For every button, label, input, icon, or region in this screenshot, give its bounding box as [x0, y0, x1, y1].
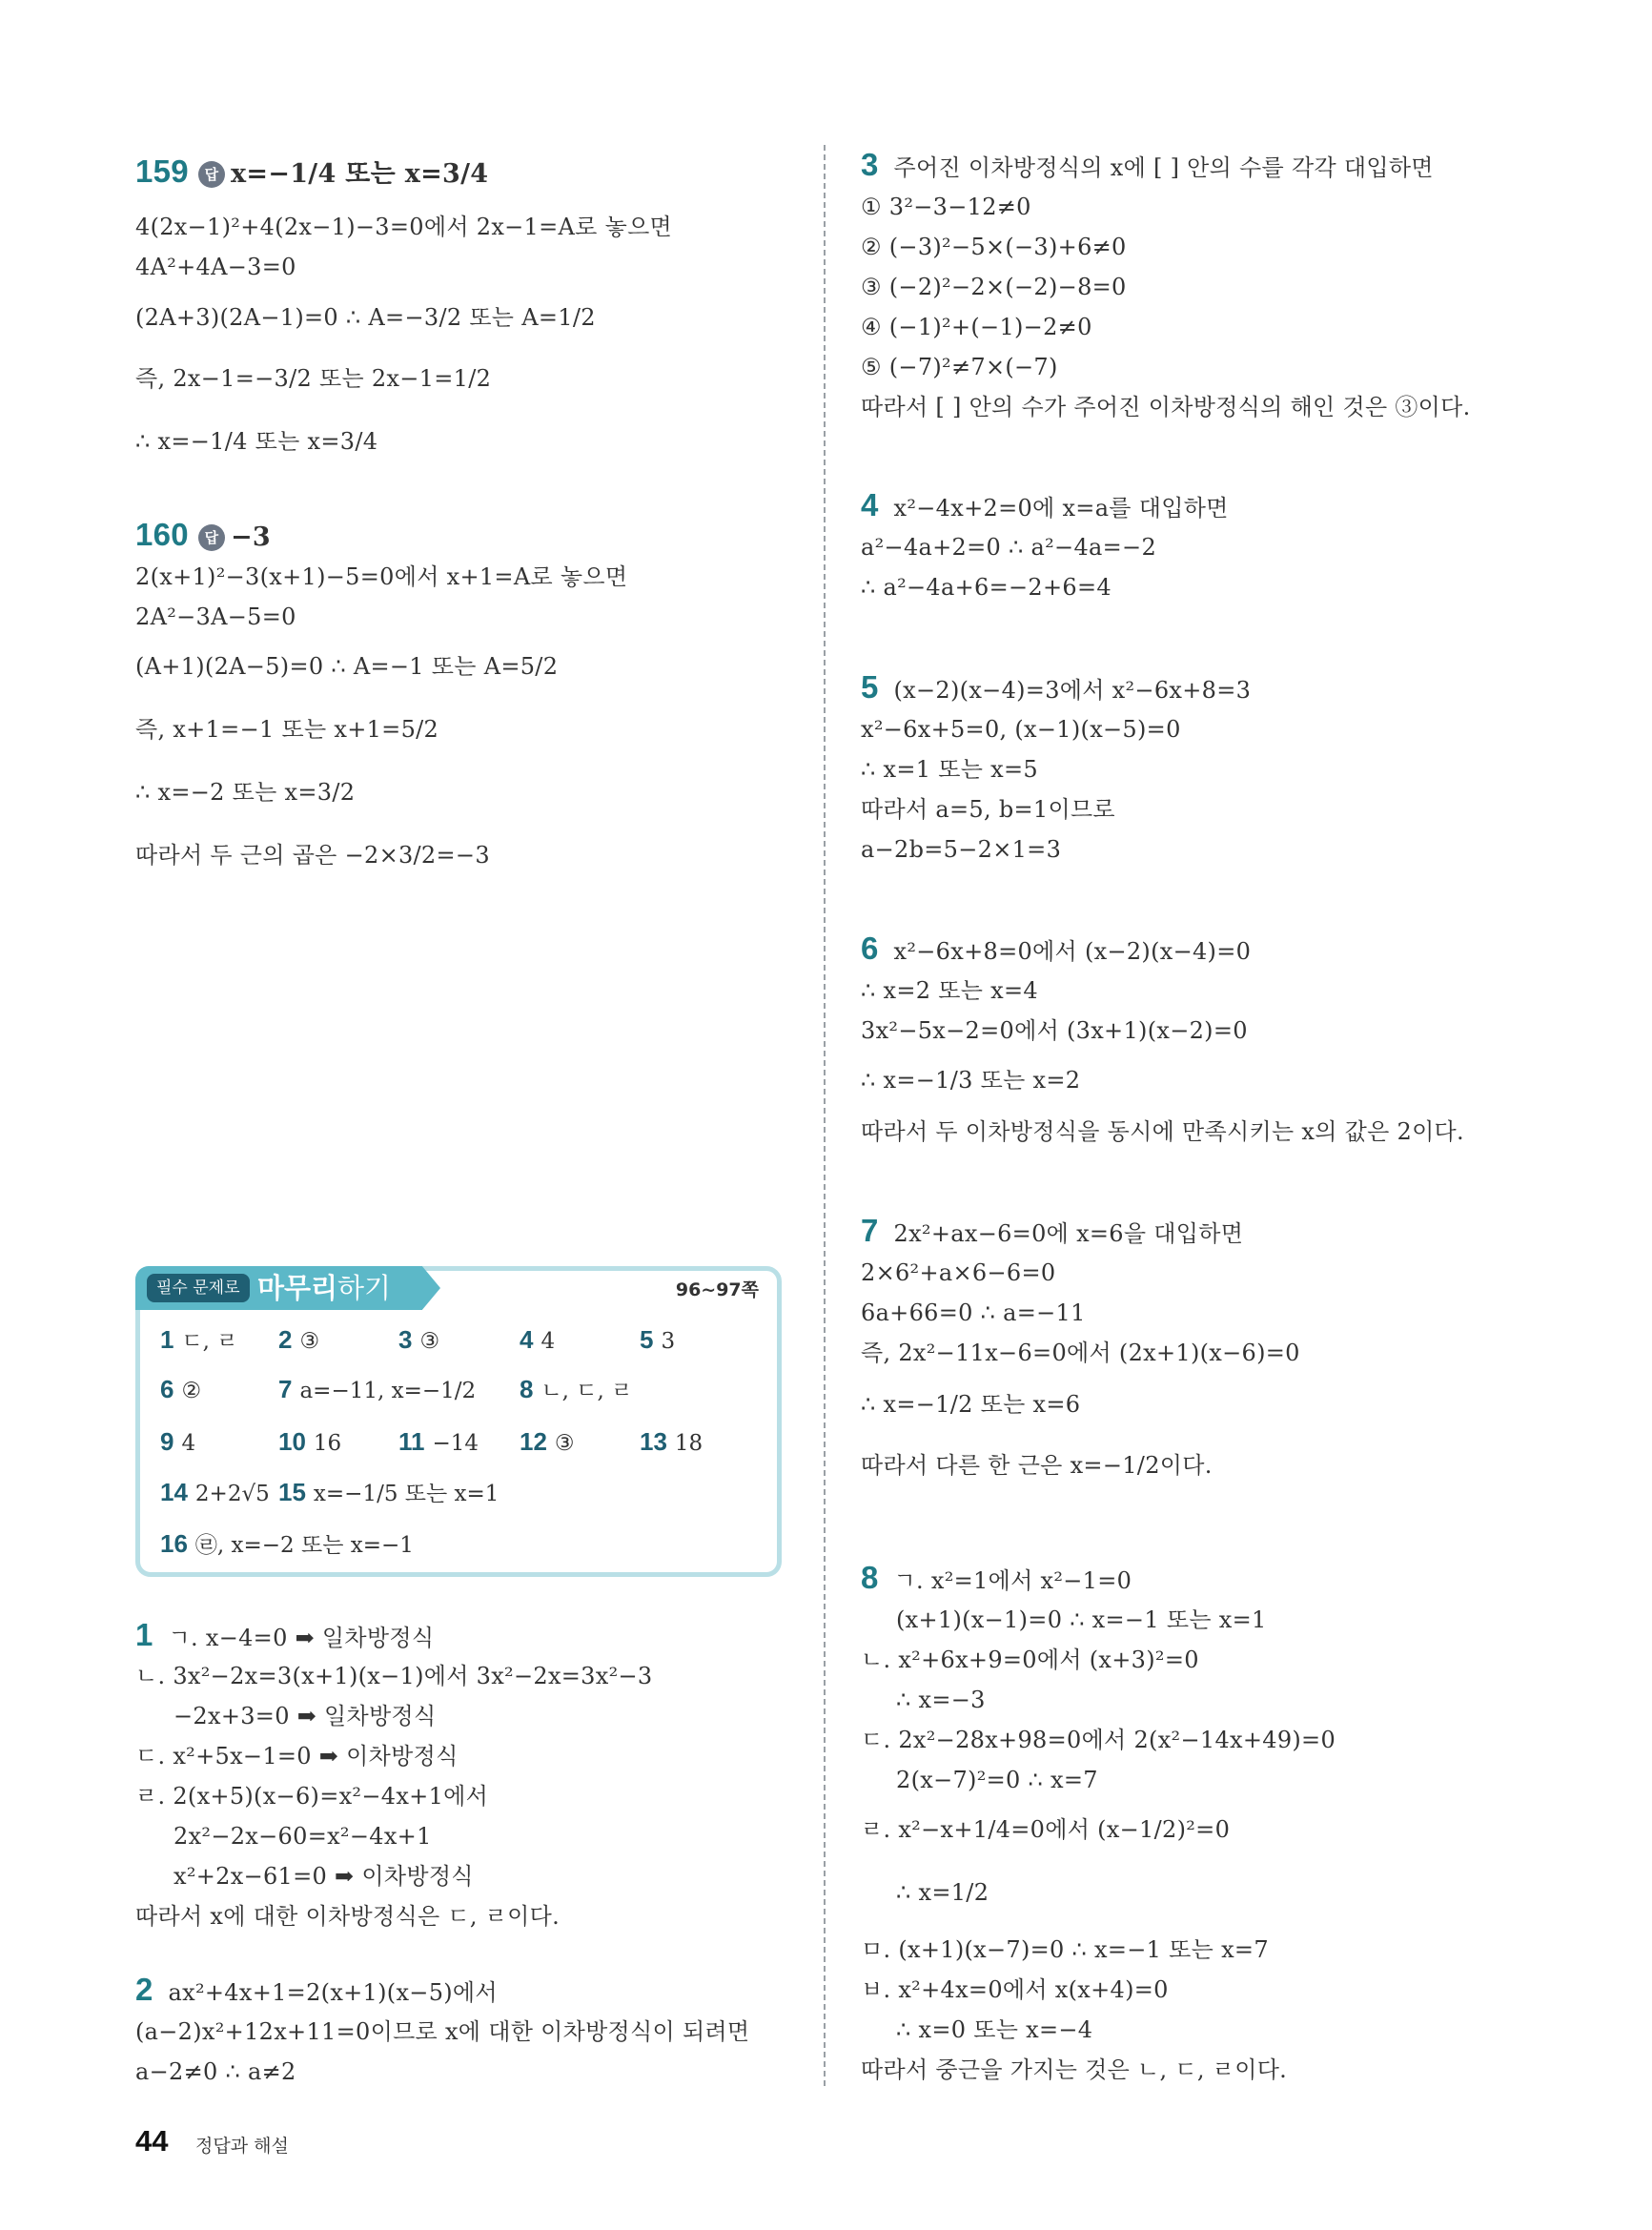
panel-title-light: 하기: [337, 1272, 392, 1304]
problem-number: 5: [861, 669, 879, 705]
solution-line: ∴ x=2 또는 x=4: [861, 977, 1038, 1004]
answer-text: −3: [230, 522, 271, 552]
solution-line: 2(x+1)²−3(x+1)−5=0에서 x+1=A로 놓으면: [135, 563, 628, 590]
solution-line: a²−4a+2=0 ∴ a²−4a=−2: [861, 534, 1157, 561]
solution-line: ③ (−2)²−2×(−2)−8=0: [861, 274, 1127, 300]
solution-line: ⑤ (−7)²≠7×(−7): [861, 354, 1058, 380]
solution-line: 6a+66=0 ∴ a=−11: [861, 1299, 1086, 1326]
problem-number: 8: [861, 1560, 879, 1595]
answer-cell: 5 3: [640, 1325, 676, 1354]
problem-number: 3: [861, 147, 879, 182]
solution-line: ㅁ. (x+1)(x−7)=0 ∴ x=−1 또는 x=7: [861, 1936, 1269, 1963]
solution-line: 따라서 x에 대한 이차방정식은 ㄷ, ㄹ이다.: [135, 1903, 561, 1930]
problem-159-header: [135, 153, 489, 189]
solution-line: 따라서 두 근의 곱은 −2×3/2=−3: [135, 842, 490, 869]
column-divider: [824, 145, 826, 2086]
solution-line: 4A²+4A−3=0: [135, 254, 296, 280]
problem-160-header: [135, 517, 271, 552]
solution-line: x²+2x−61=0 ➡ 이차방정식: [173, 1863, 474, 1890]
answer-cell: 3 ③: [398, 1325, 440, 1354]
solution-line: ∴ x=−2 또는 x=3/2: [135, 779, 356, 806]
problem-number: 159: [135, 153, 189, 189]
answer-text: x=−1/4 또는 x=3/4: [230, 159, 489, 189]
answer-badge: 답: [198, 524, 225, 551]
answer-cell: 15 x=−1/5 또는 x=1: [278, 1478, 500, 1506]
solution-line: ㄷ. x²+5x−1=0 ➡ 이차방정식: [135, 1743, 459, 1770]
solution-line: ① 3²−3−12≠0: [861, 194, 1031, 220]
solution-line: 2×6²+a×6−6=0: [861, 1259, 1056, 1286]
solution-line: ㄹ. x²−x+1/4=0에서 (x−1/2)²=0: [861, 1816, 1231, 1843]
solution-line: ② (−3)²−5×(−3)+6≠0: [861, 234, 1127, 260]
solution-line: 즉, 2x²−11x−6=0에서 (2x+1)(x−6)=0: [861, 1340, 1300, 1366]
solution-line: ∴ x=0 또는 x=−4: [896, 2016, 1093, 2043]
problem-4-line: 4 x²−4x+2=0에 x=a를 대입하면: [861, 487, 1229, 522]
answer-badge: 답: [198, 161, 225, 188]
solution-line: 2x²−2x−60=x²−4x+1: [173, 1823, 432, 1850]
solution-line: ∴ x=−1/4 또는 x=3/4: [135, 428, 378, 455]
problem-number: 7: [861, 1213, 879, 1248]
solution-line: 따라서 [ ] 안의 수가 주어진 이차방정식의 해인 것은 ③이다.: [861, 394, 1471, 420]
problem-3-line: 3 주어진 이차방정식의 x에 [ ] 안의 수를 각각 대입하면: [861, 147, 1434, 182]
solution-line: 2A²−3A−5=0: [135, 604, 296, 630]
problem-7-line: 7 2x²+ax−6=0에 x=6을 대입하면: [861, 1213, 1244, 1248]
answer-cell: 8 ㄴ, ㄷ, ㄹ: [520, 1375, 633, 1403]
solution-line: ㄴ. x²+6x+9=0에서 (x+3)²=0: [861, 1647, 1199, 1673]
solution-line: 즉, x+1=−1 또는 x+1=5/2: [135, 716, 439, 743]
solution-line: ∴ x=−3: [896, 1687, 986, 1713]
solution-line: x²−6x+5=0, (x−1)(x−5)=0: [861, 716, 1181, 743]
solution-line: (a−2)x²+12x+11=0이므로 x에 대한 이차방정식이 되려면: [135, 2018, 750, 2045]
solution-line: ㅂ. x²+4x=0에서 x(x+4)=0: [861, 1976, 1169, 2003]
solution-line: ∴ x=−1/3 또는 x=2: [861, 1067, 1081, 1094]
footer-label: 정답과 해설: [195, 2136, 289, 2157]
panel-page-range: 96~97쪽: [675, 1279, 759, 1300]
answer-cell: 12 ③: [520, 1427, 575, 1456]
answer-cell: 9 4: [160, 1427, 196, 1456]
answer-cell: 1 ㄷ, ㄹ: [160, 1325, 238, 1354]
problem-6-line: 6 x²−6x+8=0에서 (x−2)(x−4)=0: [861, 931, 1252, 966]
problem-number: 160: [135, 517, 189, 552]
solution-line: 3x²−5x−2=0에서 (3x+1)(x−2)=0: [861, 1017, 1248, 1044]
solution-line: a−2≠0 ∴ a≠2: [135, 2058, 296, 2085]
problem-1-line: 1 ㄱ. x−4=0 ➡ 일차방정식: [135, 1617, 435, 1652]
page-number: 44: [135, 2124, 169, 2158]
solution-line: 따라서 두 이차방정식을 동시에 만족시키는 x의 값은 2이다.: [861, 1118, 1464, 1145]
solution-line: 따라서 중근을 가지는 것은 ㄴ, ㄷ, ㄹ이다.: [861, 2056, 1288, 2083]
panel-header: [135, 1266, 782, 1310]
solution-line: (A+1)(2A−5)=0 ∴ A=−1 또는 A=5/2: [135, 653, 559, 680]
solution-line: −2x+3=0 ➡ 일차방정식: [173, 1703, 437, 1729]
solution-line: 즉, 2x−1=−3/2 또는 2x−1=1/2: [135, 365, 492, 392]
panel-title-bold: 마무리: [257, 1272, 338, 1304]
solution-line: 따라서 다른 한 근은 x=−1/2이다.: [861, 1452, 1213, 1479]
solution-line: 2(x−7)²=0 ∴ x=7: [896, 1767, 1098, 1793]
solution-line: (x+1)(x−1)=0 ∴ x=−1 또는 x=1: [896, 1606, 1267, 1633]
answer-cell: 6 ②: [160, 1375, 202, 1403]
answer-cell: 16 ㉣, x=−2 또는 x=−1: [160, 1529, 414, 1558]
problem-number: 6: [861, 931, 879, 966]
answer-cell: 11 −14: [398, 1427, 479, 1456]
problem-number: 1: [135, 1617, 153, 1652]
problem-number: 4: [861, 487, 879, 522]
problem-2-line: 2 ax²+4x+1=2(x+1)(x−5)에서: [135, 1972, 498, 2007]
solution-line: ㄴ. 3x²−2x=3(x+1)(x−1)에서 3x²−2x=3x²−3: [135, 1663, 653, 1689]
solution-line: 따라서 a=5, b=1이므로: [861, 796, 1115, 823]
answer-cell: 10 16: [278, 1427, 342, 1456]
solution-line: ㄹ. 2(x+5)(x−6)=x²−4x+1에서: [135, 1783, 489, 1810]
solution-line: ④ (−1)²+(−1)−2≠0: [861, 314, 1092, 340]
answer-cell: 13 18: [640, 1427, 704, 1456]
solution-line: ∴ x=1/2: [896, 1879, 989, 1906]
panel-title: [257, 1269, 391, 1307]
solution-line: ㄷ. 2x²−28x+98=0에서 2(x²−14x+49)=0: [861, 1727, 1336, 1753]
answer-cell: 2 ③: [278, 1325, 320, 1354]
solution-line: 4(2x−1)²+4(2x−1)−3=0에서 2x−1=A로 놓으면: [135, 214, 673, 240]
answer-cell: 14 2+2√5: [160, 1478, 270, 1506]
solution-line: ∴ a²−4a+6=−2+6=4: [861, 574, 1112, 601]
solution-line: ∴ x=1 또는 x=5: [861, 756, 1038, 783]
solution-line: (2A+3)(2A−1)=0 ∴ A=−3/2 또는 A=1/2: [135, 304, 596, 331]
panel-tag: 필수 문제로: [147, 1274, 250, 1302]
answer-cell: 4 4: [520, 1325, 556, 1354]
solution-line: a−2b=5−2×1=3: [861, 836, 1062, 863]
problem-5-line: 5 (x−2)(x−4)=3에서 x²−6x+8=3: [861, 669, 1252, 705]
problem-number: 2: [135, 1972, 153, 2007]
problem-8-line: 8 ㄱ. x²=1에서 x²−1=0: [861, 1560, 1132, 1595]
answer-cell: 7 a=−11, x=−1/2: [278, 1375, 477, 1403]
solution-line: ∴ x=−1/2 또는 x=6: [861, 1391, 1081, 1418]
